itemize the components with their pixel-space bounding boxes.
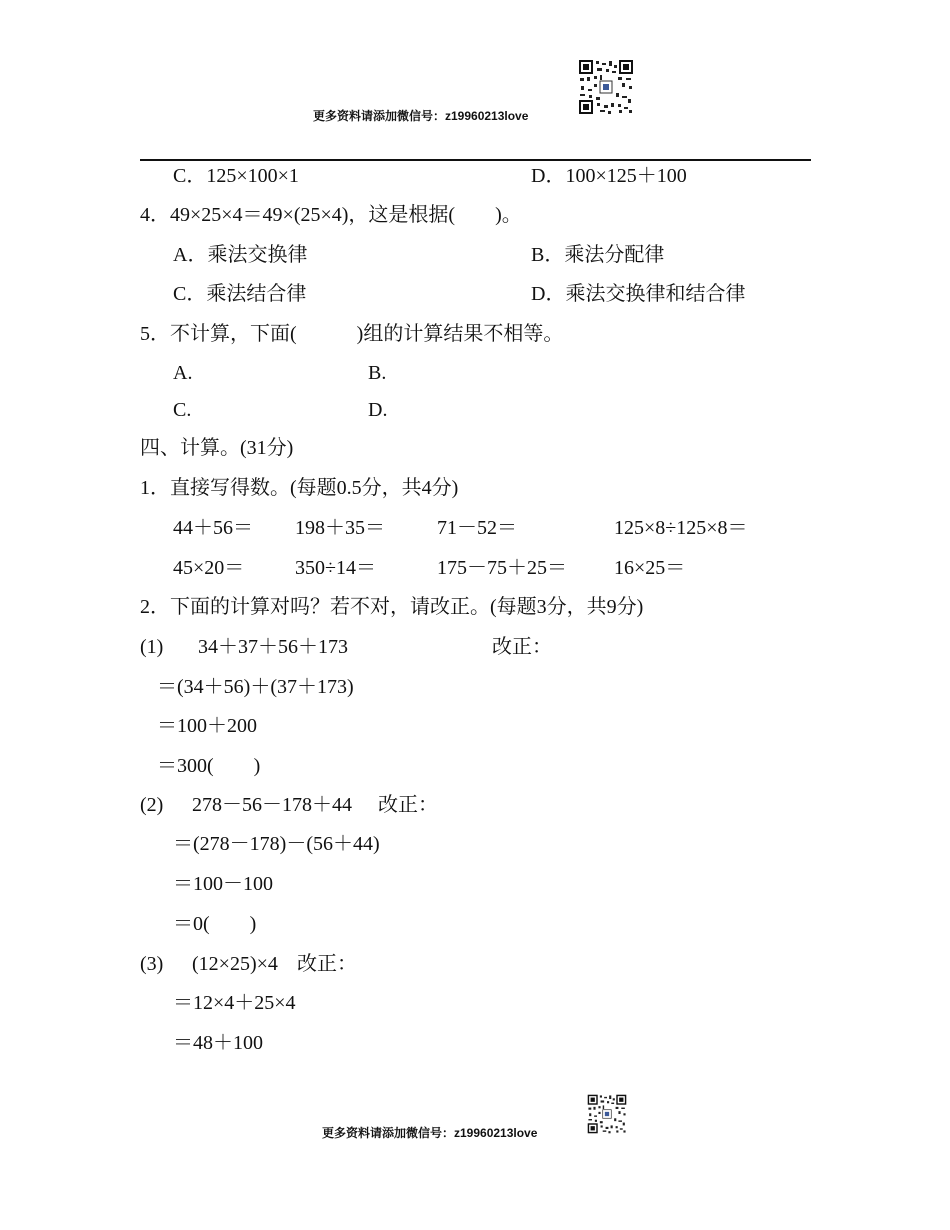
problem-3-step: ＝12×4＋25×4 <box>173 992 296 1014</box>
q3-option-d: D．100×125＋100 <box>531 165 687 187</box>
problem-1-step: ＝(34＋56)＋(37＋173) <box>157 676 354 698</box>
q3-option-c: C．125×100×1 <box>173 165 299 187</box>
mental-math-item: 198＋35＝ <box>295 517 385 539</box>
q4-stem: 4．49×25×4＝49×(25×4)，这是根据( )。 <box>140 204 522 226</box>
header-divider <box>140 159 811 161</box>
problem-3-correction-label: 改正： <box>297 953 357 975</box>
mental-math-item: 44＋56＝ <box>173 517 253 539</box>
mental-math-item: 125×8÷125×8＝ <box>614 517 748 539</box>
q4-option-d: D．乘法交换律和结合律 <box>531 283 746 305</box>
mental-math-item: 45×20＝ <box>173 557 245 579</box>
problem-2-step: ＝0( ) <box>173 913 257 935</box>
problem-2-label: (2) <box>140 794 164 816</box>
part2-title: 2．下面的计算对吗？若不对，请改正。(每题3分，共9分) <box>140 596 644 618</box>
problem-1-step: ＝300( ) <box>157 755 261 777</box>
q5-option-a: A. <box>173 362 193 384</box>
mental-math-item: 16×25＝ <box>614 557 686 579</box>
q4-option-a: A．乘法交换律 <box>173 244 308 266</box>
q5-option-d: D. <box>368 399 388 421</box>
problem-2-correction-label: 改正： <box>378 794 438 816</box>
problem-1-label: (1) <box>140 636 164 658</box>
footer-promo-text: 更多资料请添加微信号：z19960213love <box>322 1126 538 1140</box>
problem-2-expression: 278－56－178＋44 <box>192 794 352 816</box>
mental-math-item: 71－52＝ <box>437 517 517 539</box>
problem-3-label: (3) <box>140 953 164 975</box>
problem-2-step: ＝(278－178)－(56＋44) <box>173 833 380 855</box>
problem-1-expression: 34＋37＋56＋173 <box>198 636 348 658</box>
problem-3-expression: (12×25)×4 <box>192 953 278 975</box>
mental-math-item: 350÷14＝ <box>295 557 376 579</box>
mental-math-item: 175－75＋25＝ <box>437 557 567 579</box>
part1-title: 1．直接写得数。(每题0.5分，共4分) <box>140 477 459 499</box>
q5-stem: 5．不计算，下面( )组的计算结果不相等。 <box>140 323 564 345</box>
q4-option-c: C．乘法结合律 <box>173 283 307 305</box>
qr-code-icon <box>578 59 634 115</box>
qr-code-icon <box>587 1094 627 1134</box>
problem-2-step: ＝100－100 <box>173 873 273 895</box>
problem-1-correction-label: 改正： <box>492 636 552 658</box>
header-promo-text: 更多资料请添加微信号：z19960213love <box>313 109 529 123</box>
problem-1-step: ＝100＋200 <box>157 715 257 737</box>
problem-3-step: ＝48＋100 <box>173 1032 263 1054</box>
q5-option-c: C. <box>173 399 192 421</box>
section-title: 四、计算。(31分) <box>140 437 294 459</box>
q4-option-b: B．乘法分配律 <box>531 244 665 266</box>
q5-option-b: B. <box>368 362 387 384</box>
